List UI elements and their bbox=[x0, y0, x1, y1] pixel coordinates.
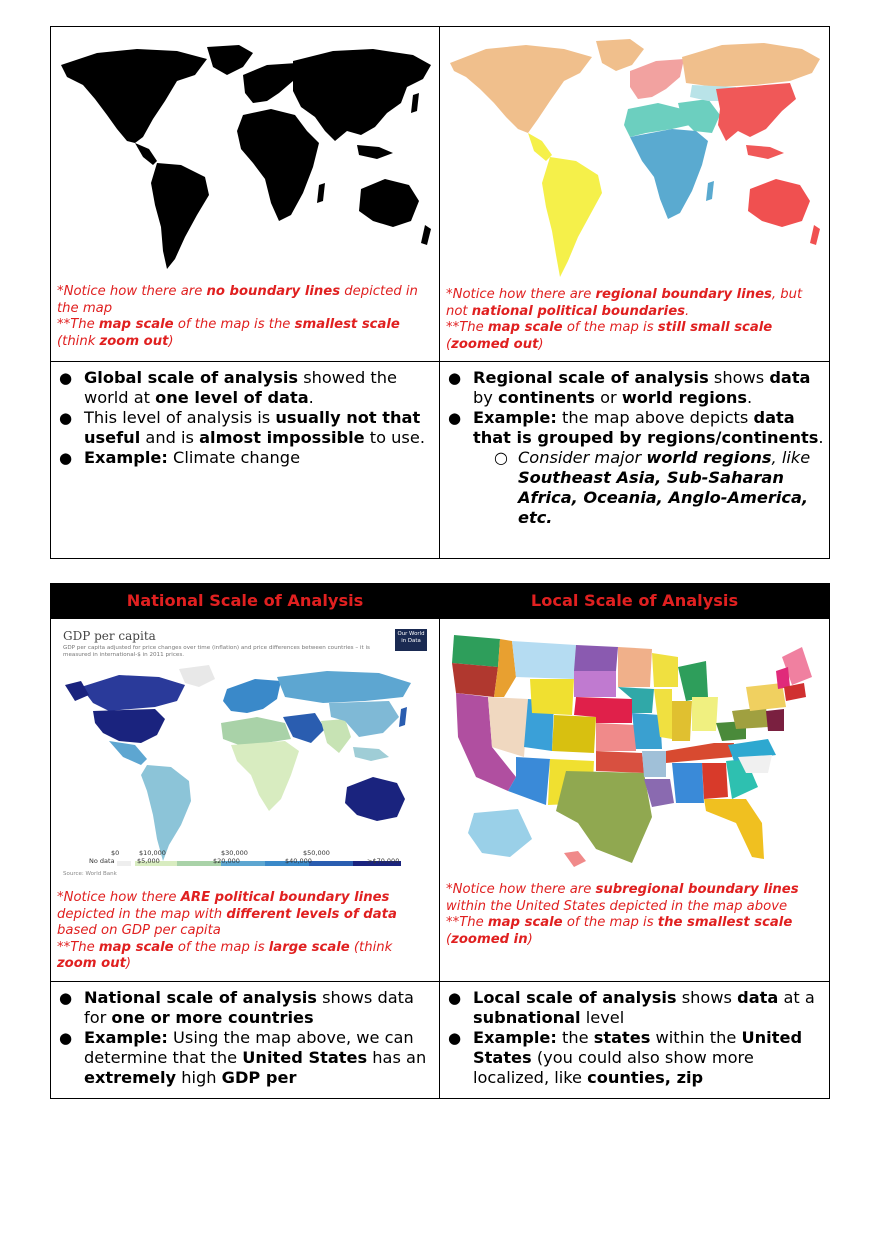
regional-subbullet: ○ Consider major world regions, like Southeast Asia, Sub-Saharan Africa, Oceania, Anglo-America, etc. bbox=[446, 448, 825, 528]
national-bullet-2: ● Example: Using the map above, we can determine that the United States has an extremely high GDP per bbox=[57, 1028, 435, 1088]
regional-description-cell bbox=[440, 362, 830, 559]
world-map-black bbox=[57, 45, 433, 275]
gdp-map-badge: Our World in Data bbox=[395, 629, 427, 651]
world-regions-map bbox=[446, 37, 822, 285]
national-description-cell bbox=[51, 982, 440, 1099]
gdp-map-source: Source: World Bank bbox=[63, 871, 117, 877]
local-bullet-2: ● Example: the states within the United States (you could also show more localized, like counties, zip bbox=[446, 1028, 825, 1088]
local-map-note: *Notice how there are subregional boundary lines within the United States depicted in the map above **The map scale of the map is the smallest scale (zoomed in) bbox=[446, 882, 799, 947]
global-map-note: *Notice how there are no boundary lines depicted in the map **The map scale of the map is the smallest scale (think zoom out) bbox=[57, 284, 418, 349]
local-map-cell bbox=[440, 619, 830, 982]
national-map-note: *Notice how there ARE political boundary lines depicted in the map with different levels of data based on GDP per capita **The map scale of the map is large scale (think zoom out) bbox=[57, 890, 397, 971]
global-map-cell bbox=[51, 27, 440, 362]
gdp-map-subtitle: GDP per capita adjusted for price changes over time (inflation) and price differences between countries – it is measured in international-$ in 2011 prices. bbox=[63, 645, 370, 658]
regional-bullet-1: ● Regional scale of analysis shows data by continents or world regions. bbox=[446, 368, 825, 408]
global-bullet-2: ● This level of analysis is usually not that useful and is almost impossible to use. bbox=[57, 408, 435, 448]
local-bullet-1: ● Local scale of analysis shows data at a subnational level bbox=[446, 988, 825, 1028]
national-bullet-1: ● National scale of analysis shows data for one or more countries bbox=[57, 988, 435, 1028]
regional-map-note: *Notice how there are regional boundary lines, but not national political boundaries. **The map scale of the map is still small scale (zoomed out) bbox=[446, 287, 803, 352]
local-header: Local Scale of Analysis bbox=[440, 584, 830, 619]
global-bullet-1: ● Global scale of analysis showed the world at one level of data. bbox=[57, 368, 435, 408]
regional-bullet-2: ● Example: the map above depicts data that is grouped by regions/continents. bbox=[446, 408, 825, 448]
regional-map-cell bbox=[440, 27, 830, 362]
us-states-map bbox=[446, 627, 822, 879]
global-bullet-3: ● Example: Climate change bbox=[57, 448, 435, 468]
national-header: National Scale of Analysis bbox=[51, 584, 440, 619]
gdp-map: GDP per capita GDP per capita adjusted for price changes over time (inflation) and price differences between countries – it is measured in international-$ in 2011 prices. Our World in Data $0 $10,000 $30,000 $50,000 No data $5,000 $20,000 $40,000 >$70,000 Source: World Bank bbox=[59, 625, 431, 883]
gdp-map-title: GDP per capita bbox=[63, 629, 156, 643]
national-map-cell bbox=[51, 619, 440, 982]
scale-table-bottom bbox=[50, 583, 830, 1099]
global-description-cell bbox=[51, 362, 440, 559]
local-description-cell bbox=[440, 982, 830, 1099]
scale-table-top bbox=[50, 26, 830, 559]
